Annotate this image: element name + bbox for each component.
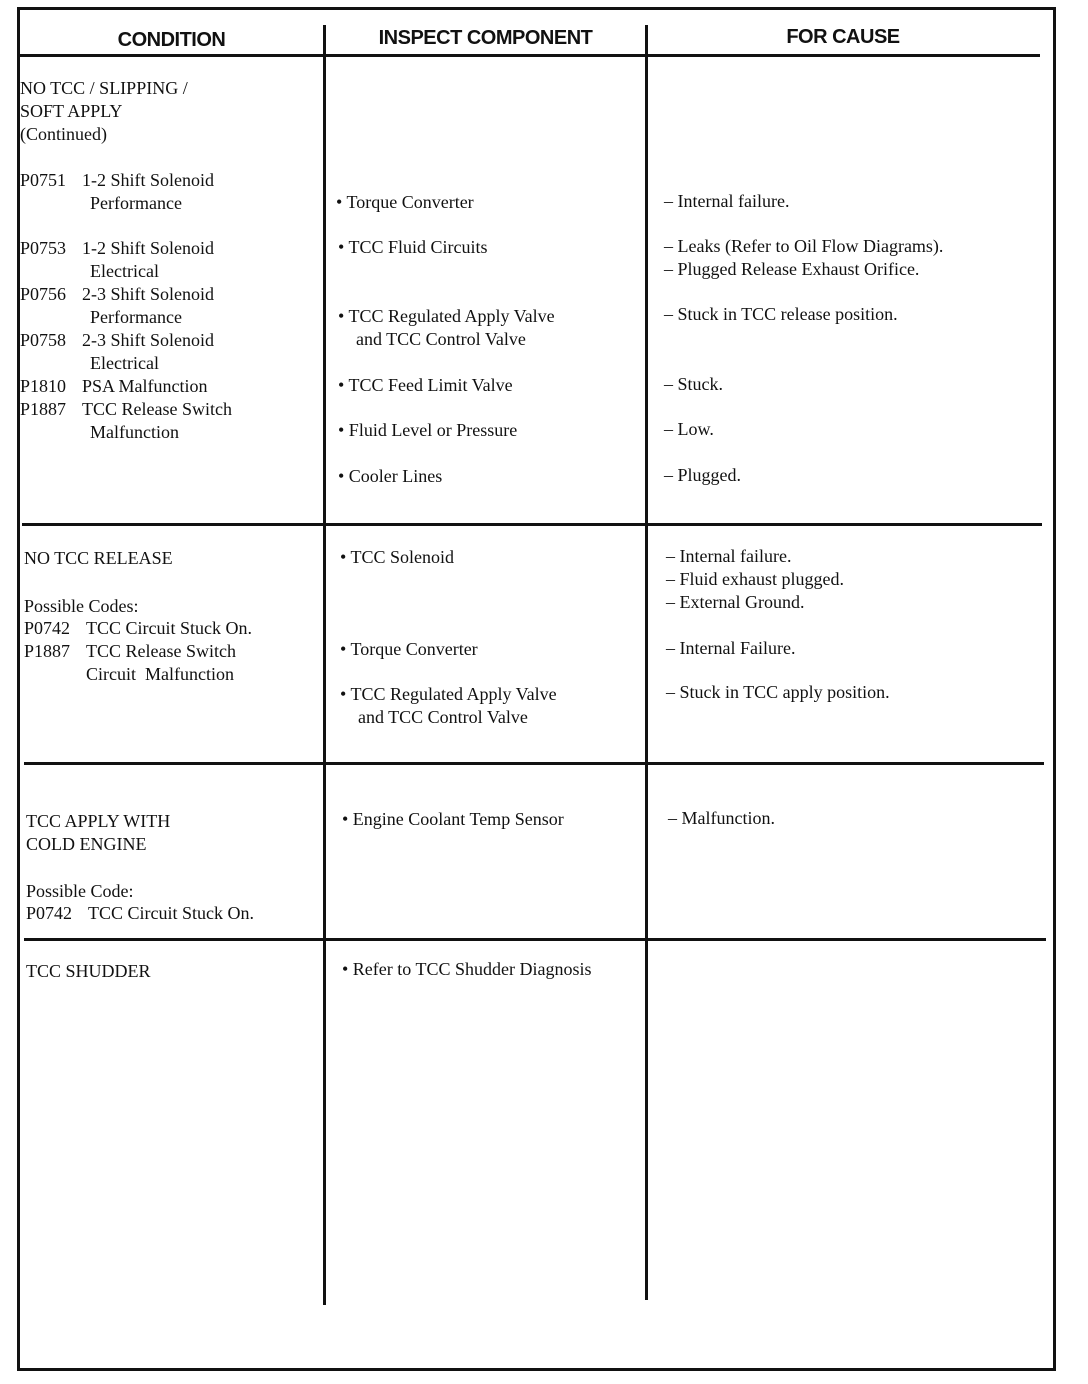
condition-title-no-tcc xyxy=(20,77,188,146)
condition-title-line: SOFT APPLY xyxy=(20,101,123,121)
code-entry xyxy=(20,375,208,398)
component-item: • Fluid Level or Pressure xyxy=(338,420,518,440)
code-description: 2-3 Shift Solenoid xyxy=(82,330,215,350)
code-description: TCC Circuit Stuck On. xyxy=(88,903,254,923)
code-description: TCC Release Switch xyxy=(82,399,232,419)
row-divider-3 xyxy=(24,938,1046,941)
code-description: Malfunction xyxy=(90,422,179,442)
component-item: • TCC Feed Limit Valve xyxy=(338,375,513,395)
code-description: Electrical xyxy=(90,353,159,373)
code-description: 2-3 Shift Solenoid xyxy=(82,284,215,304)
code: P0753 xyxy=(20,238,67,258)
possible-code-label: Possible Code: xyxy=(26,881,134,901)
component-item: • Engine Coolant Temp Sensor xyxy=(342,809,564,829)
column-divider-1 xyxy=(323,25,326,1305)
code-entry xyxy=(20,237,214,283)
condition-title-cold-engine xyxy=(26,810,170,856)
header-condition: CONDITION xyxy=(117,29,226,51)
cause-item: – External Ground. xyxy=(666,592,805,612)
condition-title-line: NO TCC / SLIPPING / xyxy=(20,78,188,98)
condition-title-line: TCC APPLY WITH xyxy=(26,811,171,831)
code-description: Performance xyxy=(90,193,182,213)
cause-item: – Internal failure. xyxy=(666,546,792,566)
cause-item: – Low. xyxy=(664,419,714,439)
code-description: Circuit Malfunction xyxy=(86,664,234,684)
row-divider-1 xyxy=(22,523,1042,526)
header-for-cause: FOR CAUSE xyxy=(786,26,900,48)
cause-item: – Internal failure. xyxy=(664,191,790,211)
code: P1887 xyxy=(24,641,71,661)
component-item: and TCC Control Valve xyxy=(356,329,526,349)
code: P0756 xyxy=(20,284,67,304)
code-description: Electrical xyxy=(90,261,159,281)
component-item: • TCC Regulated Apply Valve xyxy=(338,306,555,326)
code-entry xyxy=(26,902,254,925)
cause-item: – Malfunction. xyxy=(668,808,775,828)
cause-item: – Plugged. xyxy=(664,465,742,485)
code-entry xyxy=(20,398,232,444)
condition-title-line: (Continued) xyxy=(20,124,107,144)
code-entry xyxy=(24,640,236,686)
code: P1810 xyxy=(20,376,67,396)
component-item: and TCC Control Valve xyxy=(358,707,528,727)
code-entry xyxy=(20,329,214,375)
header-divider xyxy=(20,54,1040,57)
component-item: • TCC Fluid Circuits xyxy=(338,237,488,257)
code-description: Performance xyxy=(90,307,182,327)
code-description: TCC Release Switch xyxy=(86,641,236,661)
code-entry xyxy=(20,169,214,215)
condition-title-tcc-shudder: TCC SHUDDER xyxy=(26,961,151,981)
code-description: 1-2 Shift Solenoid xyxy=(82,238,215,258)
code-description: PSA Malfunction xyxy=(82,376,208,396)
code: P0751 xyxy=(20,170,67,190)
cause-item: – Stuck in TCC release position. xyxy=(664,304,898,324)
row-divider-2 xyxy=(24,762,1044,765)
condition-title-no-tcc-release: NO TCC RELEASE xyxy=(24,548,173,568)
code: P0758 xyxy=(20,330,67,350)
possible-codes-label: Possible Codes: xyxy=(24,596,139,616)
code: P0742 xyxy=(24,618,71,638)
code-description: 1-2 Shift Solenoid xyxy=(82,170,215,190)
header-inspect-component: INSPECT COMPONENT xyxy=(378,27,593,49)
code-description: TCC Circuit Stuck On. xyxy=(86,618,252,638)
code: P1887 xyxy=(20,399,67,419)
cause-item: – Stuck. xyxy=(664,374,724,394)
cause-item: – Fluid exhaust plugged. xyxy=(666,569,844,589)
component-item: • Cooler Lines xyxy=(338,466,443,486)
component-item: • TCC Regulated Apply Valve xyxy=(340,684,557,704)
component-item: • TCC Solenoid xyxy=(340,547,454,567)
component-item: • Torque Converter xyxy=(340,639,478,659)
component-item: • Refer to TCC Shudder Diagnosis xyxy=(342,959,592,979)
condition-title-line: COLD ENGINE xyxy=(26,834,147,854)
cause-item: – Internal Failure. xyxy=(666,638,796,658)
column-divider-2 xyxy=(645,25,648,1300)
code-entry xyxy=(20,283,214,329)
cause-item: – Leaks (Refer to Oil Flow Diagrams). xyxy=(664,236,944,256)
code-entry xyxy=(24,617,252,640)
cause-item: – Plugged Release Exhaust Orifice. xyxy=(664,259,920,279)
component-item: • Torque Converter xyxy=(336,192,474,212)
cause-item: – Stuck in TCC apply position. xyxy=(666,682,890,702)
code: P0742 xyxy=(26,903,73,923)
